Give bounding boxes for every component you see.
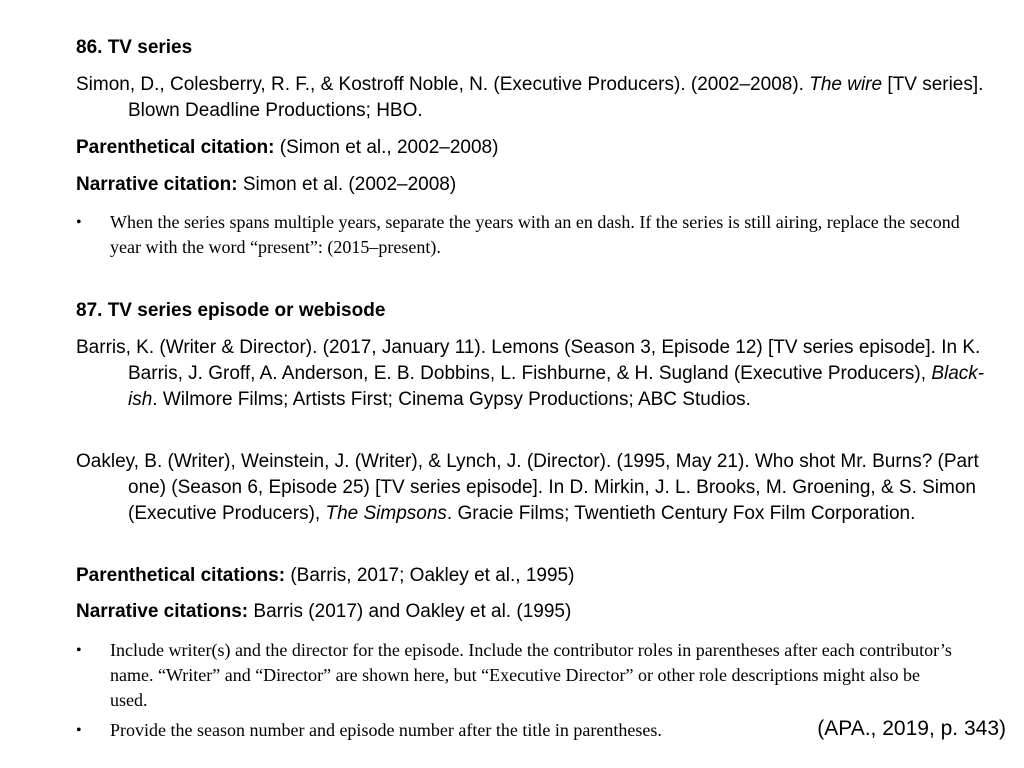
reference-entry-oakley — [76, 449, 988, 527]
reference-text: . Gracie Films; Twentieth Century Fox Film Corporation. — [446, 503, 916, 524]
source-note: (APA., 2019, p. 343) — [817, 717, 1006, 740]
guideline-bullet — [76, 718, 770, 743]
section-86-heading: 86. TV series — [76, 37, 193, 58]
citation-value: Barris (2017) and Oakley et al. (1995) — [248, 601, 572, 622]
guideline-bullet — [76, 638, 960, 713]
reference-entry-barris — [76, 335, 988, 413]
bullet-icon: • — [76, 642, 82, 659]
reference-entry-simon — [76, 72, 988, 124]
citation-value: (Simon et al., 2002–2008) — [274, 137, 499, 158]
narrative-citation — [76, 173, 456, 197]
guideline-bullet — [76, 210, 960, 260]
parenthetical-citation — [76, 136, 498, 160]
reference-text: Barris, K. (Writer & Director). (2017, January 11). Lemons (Season 3, Episode 12) [TV series episode]. In K. Barris, J. Groff, A. Anderson, E. B. Dobbins, L. Fishburne, & H. Sugland (Executive Producers), — [76, 337, 981, 384]
reference-title: Black-ish — [128, 363, 985, 410]
reference-title: The Simpsons — [325, 503, 447, 524]
citation-value: (Barris, 2017; Oakley et al., 1995) — [285, 565, 575, 586]
bullet-icon: • — [76, 214, 82, 231]
citation-value: Simon et al. (2002–2008) — [237, 174, 457, 195]
reference-text: Oakley, B. (Writer), Weinstein, J. (Writer), & Lynch, J. (Director). (1995, May 21). Who shot Mr. Burns? (Part one) (Season 6, Episode 25) [TV series episode]. In D. Mirkin, J. L. Brooks, M. Groening, & S. Simon (Executive Producers), — [76, 451, 979, 524]
reference-text: . Wilmore Films; Artists First; Cinema Gypsy Productions; ABC Studios. — [152, 389, 751, 410]
bullet-text: Provide the season number and episode number after the title in parentheses. — [110, 720, 662, 740]
reference-text: Simon, D., Colesberry, R. F., & Kostroff Noble, N. (Executive Producers). (2002–2008). — [76, 74, 810, 95]
bullet-icon: • — [76, 722, 82, 739]
citation-label: Narrative citations: — [76, 601, 249, 622]
bullet-text: When the series spans multiple years, separate the years with an en dash. If the series is still airing, replace the second year with the word “present”: (2015–present). — [110, 212, 960, 257]
parenthetical-citations — [76, 564, 574, 588]
narrative-citations — [76, 600, 571, 624]
section-87-heading: 87. TV series episode or webisode — [76, 300, 386, 321]
citation-label: Narrative citation: — [76, 174, 238, 195]
citation-label: Parenthetical citations: — [76, 565, 286, 586]
reference-title: The wire — [809, 74, 883, 95]
bullet-text: Include writer(s) and the director for the episode. Include the contributor roles in parentheses after each contributor’s name. “Writer” and “Director” are shown here, but “Executive Director” or other role descriptions might also be used. — [110, 640, 952, 710]
citation-label: Parenthetical citation: — [76, 137, 275, 158]
reference-text: [TV series]. Blown Deadline Productions; HBO. — [128, 74, 984, 121]
